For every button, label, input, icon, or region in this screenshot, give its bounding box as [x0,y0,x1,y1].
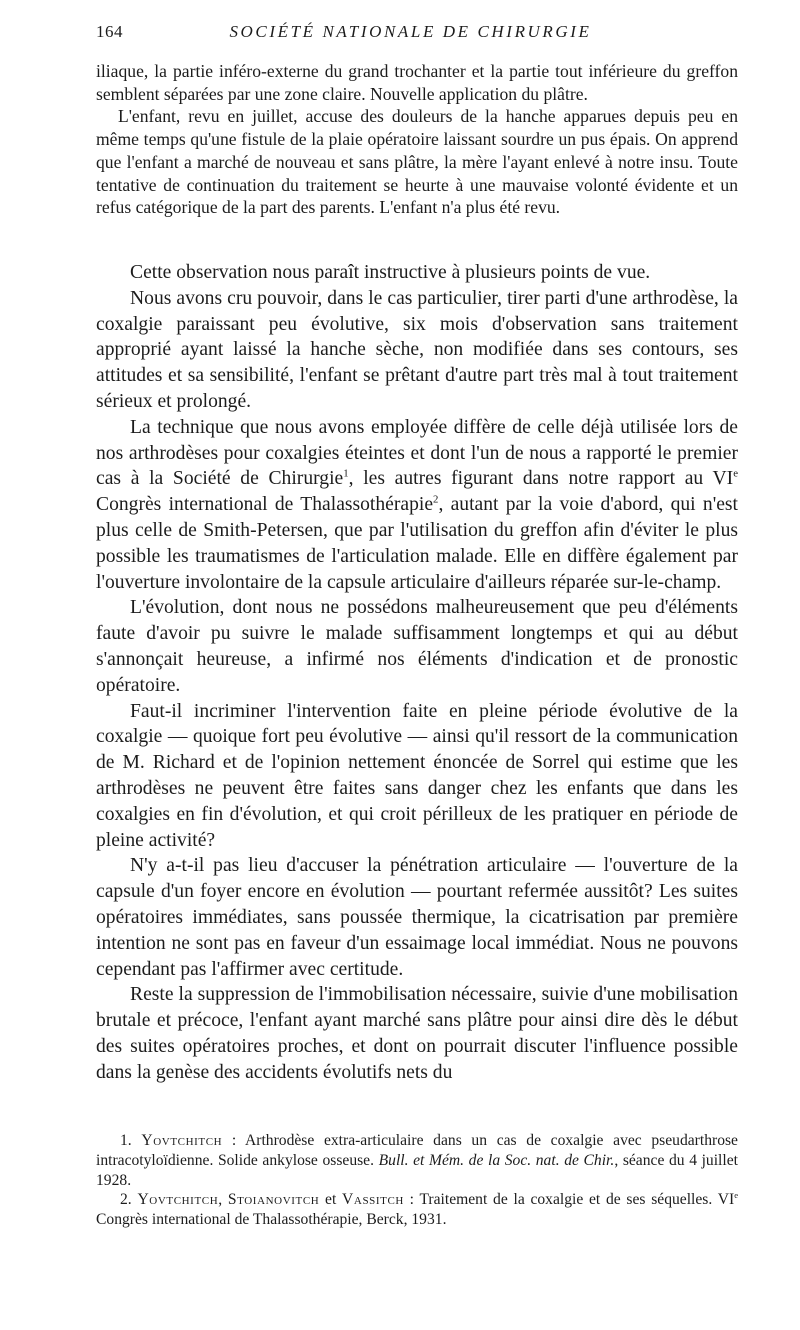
footnote-author: Stoianovitch [227,1191,320,1209]
footnote-author: Vassitch [342,1191,404,1209]
footnote-author: Yovtchitch [141,1132,223,1149]
discussion-paragraph-1: Cette observation nous paraît instructive à plusieurs points de vue. [130,262,651,283]
discussion-paragraph-6: N'y a-t-il pas lieu d'accuser la pénétration articulaire — l'ouverture de la capsule d'un foyer encore en évolution — pourtant refermée aussitôt? Les suites opératoires immédiates, sans poussée thermique, la cicatrisation par première intention ne sont pas en faveur d'un essaimage local immédiat. Nous ne pouvons cependant pas l'affirmer avec certitude. [96,855,738,980]
footnote-ref-1[interactable]: 1 [343,467,349,480]
footnote-author: Yovtchitch [137,1191,219,1209]
footnotes [96,1131,738,1230]
running-title: SOCIÉTÉ NATIONALE DE CHIRURGIE [229,22,592,41]
case-paragraph-2: L'enfant, revu en juillet, accuse des douleurs de la hanche apparues depuis peu en même temps qu'une fistule de la plaie opératoire laissant sourdre un pus épais. On apprend que l'enfant a marché de nouveau et sans plâtre, la mère l'ayant enlevé à notre insu. Toute tentative de continuation du traitement se heurte à une mauvaise volonté évidente et un refus catégorique de la part des parents. L'enfant n'a plus été revu. [96,106,738,218]
footnote-ref-2[interactable]: 2 [433,493,439,506]
journal-title: Bull. et Mém. de la Soc. nat. de Chir. [378,1151,615,1169]
running-header [96,22,738,48]
case-report-continuation [96,60,738,219]
footnote-1: 1. Yovtchitch : Arthrodèse extra-articulaire dans un cas de coxalgie avec pseudarthrose intracotyloïdienne. Solide ankylose osseuse. Bull. et Mém. de la Soc. nat. de Chir., séance du 4 juillet 1928. [96,1132,738,1189]
page-number: 164 [96,22,123,41]
case-paragraph-1: iliaque, la partie inféro-externe du grand trochanter et la partie tout inférieure du greffon semblent séparées par une zone claire. Nouvelle application du plâtre. [96,61,738,104]
discussion-paragraph-5: Faut-il incriminer l'intervention faite en pleine période évolutive de la coxalgie — quoique fort peu évolutive — ainsi qu'il ressort de la communication de M. Richard et de l'opinion nettement énoncée de Sorrel qui estime que les arthrodèses ne peuvent être faites sans danger chez les enfants que dans les coxalgies en fin d'évolution, et qui croit périlleux de les pratiquer en période de pleine activité? [96,700,738,851]
discussion-paragraph-4: L'évolution, dont nous ne possédons malheureusement que peu d'éléments faute d'avoir pu suivre le malade suffisamment longtemps et qui au début s'annonçait heureuse, a infirmé nos éléments d'indication et de pronostic opératoire. [96,597,738,696]
discussion-paragraph-7: Reste la suppression de l'immobilisation nécessaire, suivie d'une mobilisation brutale et précoce, l'enfant ayant marché sans plâtre pour ainsi dire dès le début des suites opératoires proches, et dont on pourrait discuter l'influence possible dans la genèse des accidents évolutifs nets du [96,984,738,1083]
discussion-paragraph-2: Nous avons cru pouvoir, dans le cas particulier, tirer parti d'une arthrodèse, la coxalgie paraissant peu évolutive, six mois d'observation sans traitement approprié ayant laissé la hanche sèche, non modifiée dans ses contours, ses attitudes et sa sensibilité, l'enfant se prêtant d'autre part très mal à tout traitement sérieux et prolongé. [96,287,738,412]
footnote-2: 2. Yovtchitch, Stoianovitch et Vassitch : Traitement de la coxalgie et de ses séquelles. VIe Congrès international de Thalassothérapie, Berck, 1931. [96,1190,738,1229]
discussion-paragraph-3: La technique que nous avons employée diffère de celle déjà utilisée lors de nos arthrodèses pour coxalgies éteintes et dont l'un de nous a rapporté le premier cas à la Société de Chirurgie$^1$, les autres figurant dans notre rapport au VIe Congrès international de Thalassothérapie$^2$, autant par la voie d'abord, qui n'est plus celle de Smith-Petersen, que par l'utilisation du greffon afin d'éviter le plus possible les traumatismes de l'articulation malade. Elle en diffère également par l'ouverture involontaire de la capsule articulaire d'ailleurs réparée sur-le-champ. [96,416,738,593]
discussion-body [96,260,738,1086]
ordinal-superscript: e [733,467,738,480]
